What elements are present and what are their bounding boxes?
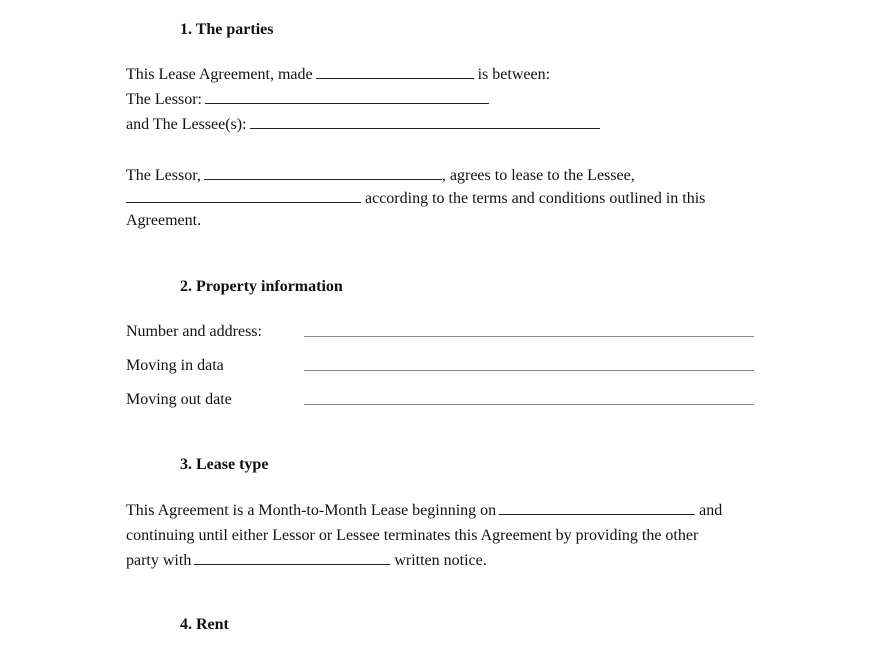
lease-type-line-1: This Agreement is a Month-to-Month Lease beginning on and	[126, 502, 723, 519]
section-heading-rent: 4. Rent	[180, 616, 229, 633]
lease-start-blank[interactable]	[499, 500, 695, 515]
move-in-date-field[interactable]	[304, 370, 754, 371]
lease-type-paragraph	[126, 498, 766, 573]
address-field[interactable]	[304, 336, 754, 337]
notice-period-blank[interactable]	[194, 550, 390, 565]
property-field-label: Number and address:	[126, 323, 262, 340]
section-heading-parties: 1. The parties	[180, 21, 274, 38]
agreement-date-blank[interactable]	[316, 64, 474, 79]
agreement-line: This Lease Agreement, made is between:	[126, 66, 551, 83]
property-field-row	[126, 389, 766, 411]
lessee-line: and The Lessee(s):	[126, 112, 766, 137]
lessee-agree-blank[interactable]	[126, 188, 361, 203]
lessor-agree-blank[interactable]	[204, 165, 442, 180]
property-field-label: Moving in data	[126, 357, 224, 374]
lease-terms-paragraph	[126, 163, 766, 232]
lease-type-line-2: continuing until either Lessor or Lessee terminates this Agreement by providing the other	[126, 527, 699, 544]
lease-terms-line-3: Agreement.	[126, 212, 202, 229]
parties-paragraph	[126, 62, 766, 137]
lessee-name-blank[interactable]	[250, 114, 600, 129]
lease-terms-line-1: The Lessor, , agrees to lease to the Lessee,	[126, 167, 635, 184]
lease-type-line-3: party with written notice.	[126, 552, 487, 569]
section-heading-lease-type: 3. Lease type	[180, 456, 269, 473]
property-field-row	[126, 355, 766, 377]
move-out-date-field[interactable]	[304, 404, 754, 405]
property-field-row	[126, 321, 766, 343]
lessor-name-blank[interactable]	[205, 89, 489, 104]
lessor-line: The Lessor:	[126, 87, 766, 112]
lease-terms-line-2: according to the terms and conditions outlined in this	[126, 188, 766, 210]
section-heading-property: 2. Property information	[180, 278, 343, 295]
property-field-label: Moving out date	[126, 391, 232, 408]
